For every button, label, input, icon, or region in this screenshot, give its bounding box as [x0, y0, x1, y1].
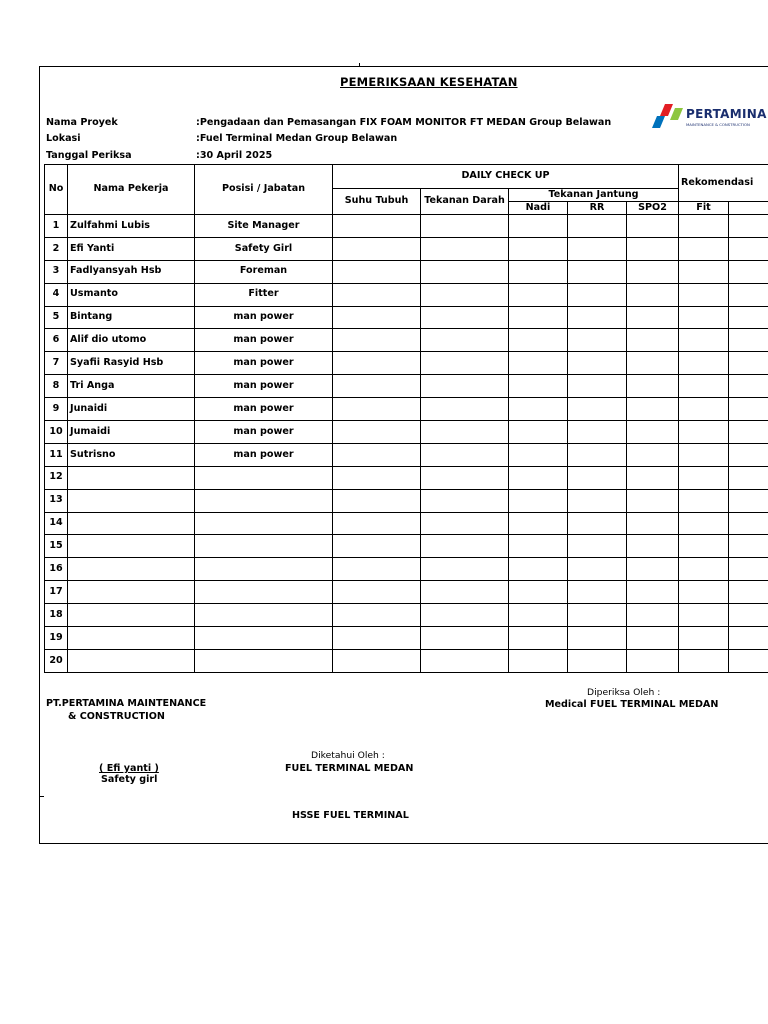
spo2-cell [627, 581, 679, 604]
rr-cell [568, 558, 627, 581]
header-rr: RR [568, 202, 627, 215]
table-body [45, 215, 768, 673]
spo2-cell [627, 237, 679, 260]
worker-position: Fitter [195, 283, 333, 306]
rr-cell [568, 627, 627, 650]
rr-cell [568, 329, 627, 352]
header-heart-pressure: Tekanan Jantung [509, 189, 679, 202]
unfit-cell [729, 535, 768, 558]
nadi-cell [509, 627, 568, 650]
worker-position: man power [195, 306, 333, 329]
fit-cell [679, 489, 729, 512]
body-temperature-cell [333, 329, 421, 352]
header-blood-pressure: Tekanan Darah [421, 189, 509, 215]
fit-cell [679, 375, 729, 398]
body-temperature-cell [333, 352, 421, 375]
worker-name: Jumaidi [68, 421, 195, 444]
header-position: Posisi / Jabatan [195, 165, 333, 215]
worker-name: Efi Yanti [68, 237, 195, 260]
worker-position: Site Manager [195, 215, 333, 238]
rr-cell [568, 604, 627, 627]
worker-position [195, 649, 333, 672]
spo2-cell [627, 649, 679, 672]
worker-name [68, 604, 195, 627]
acknowledged-by-org: FUEL TERMINAL MEDAN [285, 763, 414, 774]
blood-pressure-cell [421, 649, 509, 672]
table-row [45, 466, 768, 489]
blood-pressure-cell [421, 581, 509, 604]
worker-position [195, 581, 333, 604]
unfit-cell [729, 581, 768, 604]
blood-pressure-cell [421, 329, 509, 352]
top-tick [359, 63, 360, 67]
worker-position: Safety Girl [195, 237, 333, 260]
unfit-cell [729, 306, 768, 329]
table-row [45, 443, 768, 466]
worker-name: Usmanto [68, 283, 195, 306]
worker-name [68, 535, 195, 558]
unfit-cell [729, 649, 768, 672]
header-daily-check-up: DAILY CHECK UP [333, 165, 679, 189]
worker-position: man power [195, 421, 333, 444]
unfit-cell [729, 627, 768, 650]
body-temperature-cell [333, 306, 421, 329]
location-label: Lokasi [46, 133, 81, 144]
header-recommendation: Rekomendasi [679, 165, 768, 202]
body-temperature-cell [333, 283, 421, 306]
row-number: 14 [45, 512, 68, 535]
blood-pressure-cell [421, 443, 509, 466]
blood-pressure-cell [421, 375, 509, 398]
date-value: :30 April 2025 [196, 150, 273, 161]
rr-cell [568, 260, 627, 283]
fit-cell [679, 649, 729, 672]
spo2-cell [627, 306, 679, 329]
table-row [45, 489, 768, 512]
nadi-cell [509, 558, 568, 581]
header-body-temperature: Suhu Tubuh [333, 189, 421, 215]
worker-position: man power [195, 352, 333, 375]
table-row [45, 421, 768, 444]
spo2-cell [627, 627, 679, 650]
table-row [45, 512, 768, 535]
unfit-cell [729, 558, 768, 581]
fit-cell [679, 421, 729, 444]
body-temperature-cell [333, 649, 421, 672]
rr-cell [568, 581, 627, 604]
company-line-1: PT.PERTAMINA MAINTENANCE [46, 698, 207, 709]
nadi-cell [509, 489, 568, 512]
unfit-cell [729, 466, 768, 489]
blood-pressure-cell [421, 535, 509, 558]
worker-position [195, 558, 333, 581]
blood-pressure-cell [421, 466, 509, 489]
signer-name: ( Efi yanti ) [99, 763, 159, 774]
nadi-cell [509, 581, 568, 604]
row-number: 7 [45, 352, 68, 375]
spo2-cell [627, 604, 679, 627]
unfit-cell [729, 512, 768, 535]
spo2-cell [627, 352, 679, 375]
fit-cell [679, 215, 729, 238]
worker-position [195, 604, 333, 627]
spo2-cell [627, 375, 679, 398]
body-temperature-cell [333, 489, 421, 512]
nadi-cell [509, 398, 568, 421]
unfit-cell [729, 604, 768, 627]
spo2-cell [627, 283, 679, 306]
row-number: 8 [45, 375, 68, 398]
worker-name: Fadlyansyah Hsb [68, 260, 195, 283]
document-title: PEMERIKSAAN KESEHATAN [340, 75, 518, 89]
unfit-cell [729, 398, 768, 421]
table-row [45, 535, 768, 558]
row-number: 13 [45, 489, 68, 512]
spo2-cell [627, 215, 679, 238]
nadi-cell [509, 466, 568, 489]
header-fit: Fit [679, 202, 729, 215]
table-row [45, 398, 768, 421]
table-row [45, 237, 768, 260]
rr-cell [568, 283, 627, 306]
project-value: :Pengadaan dan Pemasangan FIX FOAM MONITOR FT MEDAN Group Belawan [196, 117, 612, 128]
rr-cell [568, 535, 627, 558]
logo-subtitle: MAINTENANCE & CONSTRUCTION [686, 122, 750, 127]
body-temperature-cell [333, 581, 421, 604]
row-number: 15 [45, 535, 68, 558]
fit-cell [679, 558, 729, 581]
nadi-cell [509, 329, 568, 352]
blood-pressure-cell [421, 352, 509, 375]
table-row [45, 352, 768, 375]
unfit-cell [729, 421, 768, 444]
pertamina-logo [650, 104, 768, 130]
worker-name: Sutrisno [68, 443, 195, 466]
table-row [45, 260, 768, 283]
blood-pressure-cell [421, 627, 509, 650]
table-row [45, 649, 768, 672]
table-row [45, 604, 768, 627]
nadi-cell [509, 215, 568, 238]
spo2-cell [627, 489, 679, 512]
left-tick [39, 796, 44, 797]
spo2-cell [627, 329, 679, 352]
body-temperature-cell [333, 535, 421, 558]
worker-position [195, 512, 333, 535]
fit-cell [679, 260, 729, 283]
nadi-cell [509, 306, 568, 329]
worker-position: man power [195, 398, 333, 421]
nadi-cell [509, 649, 568, 672]
nadi-cell [509, 443, 568, 466]
body-temperature-cell [333, 443, 421, 466]
unfit-cell [729, 352, 768, 375]
unfit-cell [729, 237, 768, 260]
body-temperature-cell [333, 237, 421, 260]
header-spo2: SPO2 [627, 202, 679, 215]
worker-name: Tri Anga [68, 375, 195, 398]
row-number: 6 [45, 329, 68, 352]
blood-pressure-cell [421, 237, 509, 260]
unfit-cell [729, 260, 768, 283]
row-number: 17 [45, 581, 68, 604]
pertamina-logo-icon [650, 104, 684, 130]
rr-cell [568, 443, 627, 466]
worker-position: man power [195, 375, 333, 398]
unfit-cell [729, 443, 768, 466]
unfit-cell [729, 215, 768, 238]
row-number: 9 [45, 398, 68, 421]
blood-pressure-cell [421, 489, 509, 512]
worker-position [195, 627, 333, 650]
worker-name [68, 489, 195, 512]
spo2-cell [627, 558, 679, 581]
spo2-cell [627, 260, 679, 283]
fit-cell [679, 627, 729, 650]
worker-position [195, 489, 333, 512]
fit-cell [679, 398, 729, 421]
spo2-cell [627, 398, 679, 421]
spo2-cell [627, 466, 679, 489]
worker-name: Syafii Rasyid Hsb [68, 352, 195, 375]
spo2-cell [627, 421, 679, 444]
nadi-cell [509, 604, 568, 627]
spo2-cell [627, 512, 679, 535]
project-label: Nama Proyek [46, 117, 118, 128]
checked-by-org: Medical FUEL TERMINAL MEDAN [545, 699, 719, 710]
header-unfit-blank [729, 202, 768, 215]
fit-cell [679, 604, 729, 627]
nadi-cell [509, 352, 568, 375]
worker-name: Bintang [68, 306, 195, 329]
nadi-cell [509, 237, 568, 260]
worker-name [68, 558, 195, 581]
row-number: 3 [45, 260, 68, 283]
rr-cell [568, 237, 627, 260]
row-number: 16 [45, 558, 68, 581]
table-row [45, 558, 768, 581]
checked-by-label: Diperiksa Oleh : [587, 687, 661, 698]
blood-pressure-cell [421, 421, 509, 444]
rr-cell [568, 489, 627, 512]
health-check-table [44, 164, 768, 674]
body-temperature-cell [333, 398, 421, 421]
fit-cell [679, 237, 729, 260]
rr-cell [568, 466, 627, 489]
rr-cell [568, 306, 627, 329]
blood-pressure-cell [421, 306, 509, 329]
fit-cell [679, 306, 729, 329]
header-name: Nama Pekerja [68, 165, 195, 215]
table-row [45, 627, 768, 650]
row-number: 20 [45, 649, 68, 672]
body-temperature-cell [333, 215, 421, 238]
fit-cell [679, 581, 729, 604]
header-nadi: Nadi [509, 202, 568, 215]
blood-pressure-cell [421, 512, 509, 535]
company-line-2: & CONSTRUCTION [68, 711, 165, 722]
blood-pressure-cell [421, 398, 509, 421]
rr-cell [568, 215, 627, 238]
body-temperature-cell [333, 627, 421, 650]
signer-role: Safety girl [101, 774, 158, 785]
spo2-cell [627, 535, 679, 558]
body-temperature-cell [333, 604, 421, 627]
nadi-cell [509, 421, 568, 444]
worker-name: Junaidi [68, 398, 195, 421]
rr-cell [568, 421, 627, 444]
table-row [45, 375, 768, 398]
table-row [45, 215, 768, 238]
worker-name: Zulfahmi Lubis [68, 215, 195, 238]
rr-cell [568, 512, 627, 535]
fit-cell [679, 283, 729, 306]
blood-pressure-cell [421, 215, 509, 238]
worker-position [195, 466, 333, 489]
location-value: :Fuel Terminal Medan Group Belawan [196, 133, 398, 144]
row-number: 19 [45, 627, 68, 650]
unfit-cell [729, 283, 768, 306]
nadi-cell [509, 260, 568, 283]
logo-text: PERTAMINA [686, 107, 767, 121]
spo2-cell [627, 443, 679, 466]
fit-cell [679, 512, 729, 535]
body-temperature-cell [333, 375, 421, 398]
fit-cell [679, 535, 729, 558]
table-row [45, 283, 768, 306]
row-number: 11 [45, 443, 68, 466]
blood-pressure-cell [421, 260, 509, 283]
worker-name [68, 627, 195, 650]
unfit-cell [729, 375, 768, 398]
table-row [45, 306, 768, 329]
body-temperature-cell [333, 260, 421, 283]
row-number: 10 [45, 421, 68, 444]
rr-cell [568, 398, 627, 421]
body-temperature-cell [333, 512, 421, 535]
rr-cell [568, 352, 627, 375]
worker-name [68, 581, 195, 604]
nadi-cell [509, 535, 568, 558]
unfit-cell [729, 489, 768, 512]
header-no: No [45, 165, 68, 215]
body-temperature-cell [333, 466, 421, 489]
body-temperature-cell [333, 421, 421, 444]
worker-position [195, 535, 333, 558]
blood-pressure-cell [421, 283, 509, 306]
row-number: 18 [45, 604, 68, 627]
table-row [45, 581, 768, 604]
fit-cell [679, 443, 729, 466]
worker-name [68, 649, 195, 672]
row-number: 5 [45, 306, 68, 329]
nadi-cell [509, 375, 568, 398]
blood-pressure-cell [421, 604, 509, 627]
hsse-signature-label: HSSE FUEL TERMINAL [292, 810, 409, 821]
unfit-cell [729, 329, 768, 352]
worker-name: Alif dio utomo [68, 329, 195, 352]
date-label: Tanggal Periksa [46, 150, 132, 161]
row-number: 12 [45, 466, 68, 489]
body-temperature-cell [333, 558, 421, 581]
nadi-cell [509, 283, 568, 306]
table-row [45, 329, 768, 352]
fit-cell [679, 329, 729, 352]
rr-cell [568, 649, 627, 672]
fit-cell [679, 352, 729, 375]
blood-pressure-cell [421, 558, 509, 581]
acknowledged-by-label: Diketahui Oleh : [311, 750, 385, 761]
worker-name [68, 466, 195, 489]
worker-position: man power [195, 443, 333, 466]
fit-cell [679, 466, 729, 489]
row-number: 1 [45, 215, 68, 238]
worker-position: man power [195, 329, 333, 352]
worker-position: Foreman [195, 260, 333, 283]
nadi-cell [509, 512, 568, 535]
worker-name [68, 512, 195, 535]
row-number: 2 [45, 237, 68, 260]
row-number: 4 [45, 283, 68, 306]
rr-cell [568, 375, 627, 398]
